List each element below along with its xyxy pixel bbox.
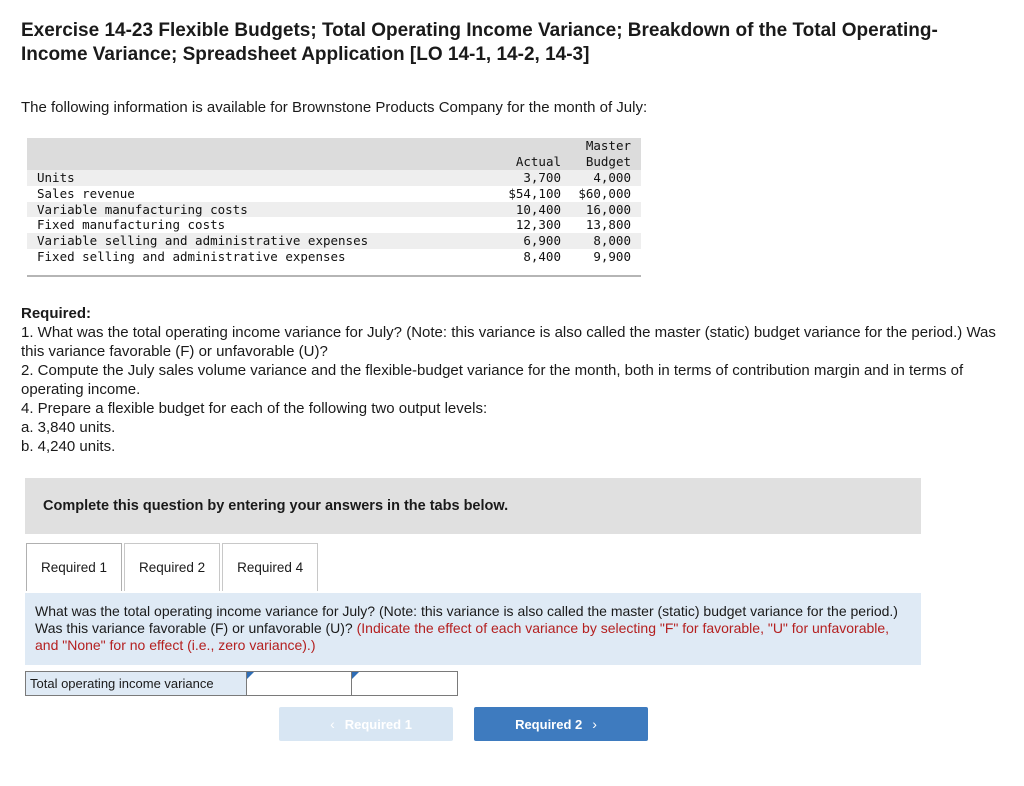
answer-row [25, 671, 458, 696]
instructions-banner: Complete this question by entering your answers in the tabs below. [25, 478, 921, 534]
question-panel [25, 593, 921, 665]
table-row [27, 186, 641, 202]
answer-label: Total operating income variance [25, 671, 247, 696]
table-row [27, 170, 641, 186]
required-line-2: 2. Compute the July sales volume variance and the flexible-budget variance for the month, both in terms of contribution margin and in terms of operating income. [21, 362, 964, 398]
data-table [27, 138, 641, 277]
row-label: Fixed selling and administrative expenses [37, 248, 346, 264]
tab-required-1[interactable]: Required 1 [26, 543, 122, 591]
row-actual: 8,400 [523, 248, 561, 264]
col-master-line2: Budget [585, 154, 631, 170]
row-master: 9,900 [593, 248, 631, 264]
required-line-4b: b. 4,240 units. [21, 438, 116, 455]
row-actual: 6,900 [523, 233, 561, 249]
row-actual: 12,300 [515, 217, 561, 233]
intro-text: The following information is available for Brownstone Products Company for the month of July: [21, 99, 648, 116]
row-label: Variable manufacturing costs [37, 201, 248, 217]
variance-amount-input[interactable] [247, 671, 352, 696]
row-master: 16,000 [585, 201, 631, 217]
row-actual: $54,100 [508, 185, 561, 201]
required-heading: Required: [21, 305, 92, 322]
next-button-label: Required 2 [515, 716, 583, 732]
table-row [27, 217, 641, 233]
prev-button-label: Required 1 [344, 716, 412, 732]
row-actual: 10,400 [515, 201, 561, 217]
table-row [27, 202, 641, 218]
table-row [27, 233, 641, 249]
required-line-4a: a. 3,840 units. [21, 419, 116, 436]
exercise-title: Exercise 14-23 Flexible Budgets; Total Operating Income Variance; Breakdown of the Total Operating-Income Variance; Spreadsheet Application [LO 14-1, 14-2, 14-3] [21, 20, 938, 65]
table-row [27, 249, 641, 265]
question-instruction: (Indicate the effect of each variance by selecting "F" for favorable, "U" for unfavorable, and "None" for no effect (i.e., zero variance).) [35, 620, 890, 653]
row-master: 13,800 [585, 217, 631, 233]
col-actual-header: Actual [515, 154, 561, 170]
row-actual: 3,700 [523, 170, 561, 185]
table-header [27, 138, 641, 170]
row-label: Units [37, 170, 75, 185]
required-section [21, 304, 1011, 456]
tab-required-4[interactable]: Required 4 [222, 543, 318, 591]
row-label: Variable selling and administrative expenses [37, 233, 369, 249]
row-label: Fixed manufacturing costs [37, 217, 226, 233]
row-master: $60,000 [578, 185, 631, 201]
required-line-4: 4. Prepare a flexible budget for each of the following two output levels: [21, 400, 488, 417]
row-master: 8,000 [593, 233, 631, 249]
col-master-line1: Master [585, 138, 631, 154]
next-button[interactable] [474, 707, 648, 741]
question-text: What was the total operating income variance for July? (Note: this variance is also called the master (static) budget variance for the period.) Was this variance favorable (F) or unfavorable (U)? [35, 603, 898, 636]
row-label: Sales revenue [37, 185, 135, 201]
answer-tabs [26, 543, 320, 593]
col-master-header [586, 138, 631, 170]
row-master: 4,000 [593, 170, 631, 185]
prev-button[interactable] [279, 707, 453, 741]
chevron-left-icon: ‹ [330, 716, 335, 732]
required-line-1: 1. What was the total operating income variance for July? (Note: this variance is also called the master (static) budget variance for the period.) Was this variance favorable (F) or unfavorable (U)? [21, 324, 996, 360]
chevron-right-icon: › [592, 716, 597, 732]
tab-required-2[interactable]: Required 2 [124, 543, 220, 591]
table-footer-rule [27, 265, 641, 277]
variance-effect-select[interactable] [352, 671, 458, 696]
